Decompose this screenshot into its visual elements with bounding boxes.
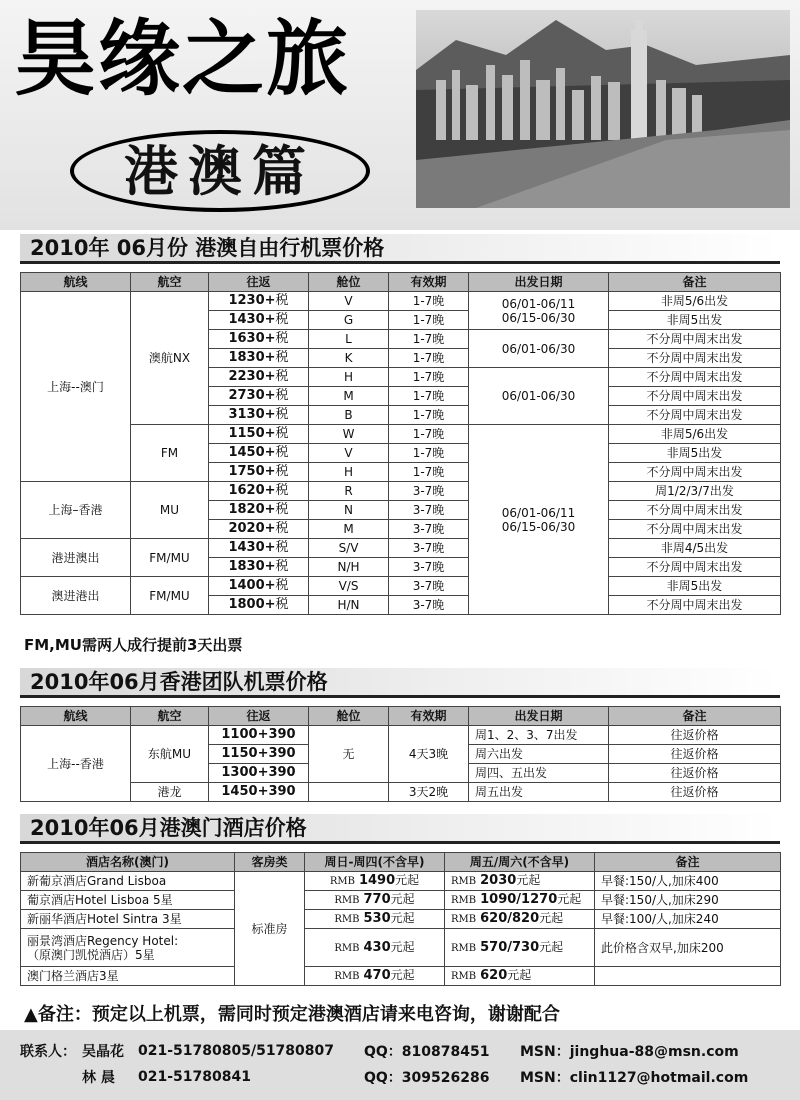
cabin-cell: N bbox=[309, 501, 389, 520]
subtitle-oval bbox=[70, 130, 370, 212]
weekend-price-cell: RMB 2030元起 bbox=[445, 872, 595, 891]
contact-msn: MSN：jinghua-88@msn.com bbox=[520, 1044, 739, 1060]
price-cell: 1830+税 bbox=[209, 558, 309, 577]
price-cell: 1150+税 bbox=[209, 425, 309, 444]
cabin-cell: K bbox=[309, 349, 389, 368]
validity-cell: 3-7晚 bbox=[389, 577, 469, 596]
table-row bbox=[21, 726, 781, 745]
booking-remark: ▲备注：预定以上机票，需同时预定港澳酒店请来电咨询，谢谢配合 bbox=[24, 1004, 560, 1025]
note-cell: 不分周中周末出发 bbox=[609, 368, 781, 387]
weekday-price-cell: RMB 430元起 bbox=[305, 929, 445, 967]
note-cell: 不分周中周末出发 bbox=[609, 520, 781, 539]
price-cell: 2730+税 bbox=[209, 387, 309, 406]
contact-phone: 021-51780841 bbox=[138, 1069, 251, 1085]
hotel-name-cell: 新丽华酒店Hotel Sintra 3星 bbox=[21, 910, 235, 929]
note-cell: 非周5/6出发 bbox=[609, 292, 781, 311]
price-cell: 1630+税 bbox=[209, 330, 309, 349]
ticket-footnote: FM,MU需两人成行提前3天出票 bbox=[24, 636, 243, 654]
hotel-name-cell: 丽景湾酒店Regency Hotel: （原澳门凯悦酒店）5星 bbox=[21, 929, 235, 967]
note-cell: 非周5/6出发 bbox=[609, 425, 781, 444]
cabin-cell: R bbox=[309, 482, 389, 501]
note-cell: 早餐:150/人,加床290 bbox=[595, 891, 781, 910]
validity-cell: 3-7晚 bbox=[389, 596, 469, 615]
weekday-price-cell: RMB 530元起 bbox=[305, 910, 445, 929]
note-cell: 不分周中周末出发 bbox=[609, 330, 781, 349]
validity-cell: 1-7晚 bbox=[389, 330, 469, 349]
contact-name: 吴晶花 bbox=[82, 1044, 124, 1060]
validity-cell: 3-7晚 bbox=[389, 539, 469, 558]
price-cell: 1430+税 bbox=[209, 311, 309, 330]
date-cell: 06/01-06/11 06/15-06/30 bbox=[469, 292, 609, 330]
note-cell: 往返价格 bbox=[609, 783, 781, 802]
price-cell: 3130+税 bbox=[209, 406, 309, 425]
hong-kong-skyline-photo bbox=[416, 10, 790, 208]
weekday-price-cell: RMB 1490元起 bbox=[305, 872, 445, 891]
weekend-price-cell: RMB 1090/1270元起 bbox=[445, 891, 595, 910]
note-cell: 非周4/5出发 bbox=[609, 539, 781, 558]
note-cell: 不分周中周末出发 bbox=[609, 558, 781, 577]
airline-cell: 澳航NX bbox=[131, 292, 209, 425]
contact-phone: 021-51780805/51780807 bbox=[138, 1043, 335, 1059]
col-validity: 有效期 bbox=[389, 273, 469, 292]
contact-msn: MSN：clin1127@hotmail.com bbox=[520, 1070, 749, 1086]
note-cell: 此价格含双早,加床200 bbox=[595, 929, 781, 967]
col-airline: 航空 bbox=[131, 707, 209, 726]
airline-cell: MU bbox=[131, 482, 209, 539]
room-type-cell: 标准房 bbox=[235, 872, 305, 986]
validity-cell: 3-7晚 bbox=[389, 520, 469, 539]
col-room-type: 客房类 bbox=[235, 853, 305, 872]
price-cell: 1450+税 bbox=[209, 444, 309, 463]
price-cell: 1450+390 bbox=[209, 783, 309, 802]
price-cell: 1150+390 bbox=[209, 745, 309, 764]
airline-cell: FM bbox=[131, 425, 209, 482]
col-hotel-name: 酒店名称(澳门) bbox=[21, 853, 235, 872]
cabin-cell: V bbox=[309, 444, 389, 463]
hotel-name-cell: 葡京酒店Hotel Lisboa 5星 bbox=[21, 891, 235, 910]
weekend-price-cell: RMB 620/820元起 bbox=[445, 910, 595, 929]
date-cell: 06/01-06/30 bbox=[469, 368, 609, 425]
price-cell: 1620+税 bbox=[209, 482, 309, 501]
col-route: 航线 bbox=[21, 707, 131, 726]
cabin-cell: H bbox=[309, 463, 389, 482]
price-cell: 1820+税 bbox=[209, 501, 309, 520]
contact-label: 联系人： bbox=[20, 1044, 76, 1060]
contact-qq: QQ：309526286 bbox=[364, 1070, 490, 1086]
note-cell: 周1/2/3/7出发 bbox=[609, 482, 781, 501]
validity-cell: 3-7晚 bbox=[389, 482, 469, 501]
note-cell: 早餐:100/人,加床240 bbox=[595, 910, 781, 929]
validity-cell: 1-7晚 bbox=[389, 292, 469, 311]
col-remarks: 备注 bbox=[609, 707, 781, 726]
price-cell: 2230+税 bbox=[209, 368, 309, 387]
cabin-cell: V bbox=[309, 292, 389, 311]
table-row bbox=[21, 292, 781, 311]
cabin-cell: B bbox=[309, 406, 389, 425]
airline-cell: FM/MU bbox=[131, 539, 209, 577]
note-cell: 往返价格 bbox=[609, 764, 781, 783]
note-cell: 不分周中周末出发 bbox=[609, 349, 781, 368]
col-validity: 有效期 bbox=[389, 707, 469, 726]
table-row bbox=[21, 577, 781, 596]
route-cell: 澳进港出 bbox=[21, 577, 131, 615]
note-cell bbox=[595, 967, 781, 986]
hotel-name-cell: 新葡京酒店Grand Lisboa bbox=[21, 872, 235, 891]
contact-row bbox=[20, 1064, 800, 1090]
price-cell: 2020+税 bbox=[209, 520, 309, 539]
col-route: 航线 bbox=[21, 273, 131, 292]
cabin-cell: N/H bbox=[309, 558, 389, 577]
cabin-cell: M bbox=[309, 520, 389, 539]
hotel-name-cell: 澳门格兰酒店3星 bbox=[21, 967, 235, 986]
validity-cell: 1-7晚 bbox=[389, 406, 469, 425]
validity-cell: 3-7晚 bbox=[389, 558, 469, 577]
validity-cell: 1-7晚 bbox=[389, 425, 469, 444]
col-roundtrip: 往返 bbox=[209, 273, 309, 292]
section-title-hotels: 2010年06月港澳门酒店价格 bbox=[20, 814, 780, 844]
note-cell: 不分周中周末出发 bbox=[609, 596, 781, 615]
weekend-price-cell: RMB 620元起 bbox=[445, 967, 595, 986]
table-header-row bbox=[21, 853, 781, 872]
date-cell: 06/01-06/11 06/15-06/30 bbox=[469, 425, 609, 615]
col-weekend-price: 周五/周六(不含早) bbox=[445, 853, 595, 872]
airline-cell: 东航MU bbox=[131, 726, 209, 783]
col-airline: 航空 bbox=[131, 273, 209, 292]
note-cell: 往返价格 bbox=[609, 745, 781, 764]
table-row bbox=[21, 425, 781, 444]
note-cell: 非周5出发 bbox=[609, 311, 781, 330]
price-cell: 1100+390 bbox=[209, 726, 309, 745]
weekend-price-cell: RMB 570/730元起 bbox=[445, 929, 595, 967]
note-cell: 不分周中周末出发 bbox=[609, 463, 781, 482]
note-cell: 早餐:150/人,加床400 bbox=[595, 872, 781, 891]
airline-cell: 港龙 bbox=[131, 783, 209, 802]
price-cell: 1400+税 bbox=[209, 577, 309, 596]
contact-row bbox=[20, 1038, 800, 1064]
validity-cell: 3天2晚 bbox=[389, 783, 469, 802]
cabin-cell: V/S bbox=[309, 577, 389, 596]
col-remarks: 备注 bbox=[609, 273, 781, 292]
validity-cell: 1-7晚 bbox=[389, 387, 469, 406]
price-cell: 1230+税 bbox=[209, 292, 309, 311]
route-cell: 港进澳出 bbox=[21, 539, 131, 577]
validity-cell: 1-7晚 bbox=[389, 311, 469, 330]
route-cell: 上海--澳门 bbox=[21, 292, 131, 482]
cabin-cell: 无 bbox=[309, 726, 389, 783]
table-row bbox=[21, 482, 781, 501]
date-cell: 周四、五出发 bbox=[469, 764, 609, 783]
contact-qq: QQ：810878451 bbox=[364, 1044, 490, 1060]
col-departure-date: 出发日期 bbox=[469, 273, 609, 292]
price-cell: 1430+税 bbox=[209, 539, 309, 558]
section-title-group-tickets: 2010年06月香港团队机票价格 bbox=[20, 668, 780, 698]
col-cabin: 舱位 bbox=[309, 273, 389, 292]
validity-cell: 1-7晚 bbox=[389, 368, 469, 387]
note-cell: 非周5出发 bbox=[609, 577, 781, 596]
table-row bbox=[21, 929, 781, 967]
brand-title: 昊缘之旅 bbox=[14, 11, 351, 107]
weekday-price-cell: RMB 770元起 bbox=[305, 891, 445, 910]
cabin-cell: G bbox=[309, 311, 389, 330]
table-row bbox=[21, 891, 781, 910]
contact-name: 林 晨 bbox=[82, 1070, 115, 1086]
price-cell: 1800+税 bbox=[209, 596, 309, 615]
validity-cell: 1-7晚 bbox=[389, 463, 469, 482]
cabin-cell bbox=[309, 783, 389, 802]
table-row bbox=[21, 783, 781, 802]
col-departure-date: 出发日期 bbox=[469, 707, 609, 726]
date-cell: 06/01-06/30 bbox=[469, 330, 609, 368]
date-cell: 周五出发 bbox=[469, 783, 609, 802]
table-header-row bbox=[21, 273, 781, 292]
route-cell: 上海–香港 bbox=[21, 482, 131, 539]
date-cell: 周1、2、3、7出发 bbox=[469, 726, 609, 745]
cabin-cell: L bbox=[309, 330, 389, 349]
col-weekday-price: 周日-周四(不含早) bbox=[305, 853, 445, 872]
ticket-price-table bbox=[20, 272, 781, 615]
brand-subtitle: 港澳篇 bbox=[124, 139, 316, 203]
cabin-cell: H/N bbox=[309, 596, 389, 615]
cabin-cell: M bbox=[309, 387, 389, 406]
header-banner bbox=[0, 0, 800, 230]
date-cell: 周六出发 bbox=[469, 745, 609, 764]
weekday-price-cell: RMB 470元起 bbox=[305, 967, 445, 986]
note-cell: 往返价格 bbox=[609, 726, 781, 745]
table-row bbox=[21, 910, 781, 929]
validity-cell: 3-7晚 bbox=[389, 501, 469, 520]
airline-cell: FM/MU bbox=[131, 577, 209, 615]
section-title-ticket-prices: 2010年 06月份 港澳自由行机票价格 bbox=[20, 234, 780, 264]
cabin-cell: H bbox=[309, 368, 389, 387]
table-row bbox=[21, 967, 781, 986]
table-row bbox=[21, 872, 781, 891]
table-row bbox=[21, 539, 781, 558]
cabin-cell: W bbox=[309, 425, 389, 444]
note-cell: 不分周中周末出发 bbox=[609, 501, 781, 520]
validity-cell: 1-7晚 bbox=[389, 444, 469, 463]
contact-footer bbox=[0, 1030, 800, 1100]
col-cabin: 舱位 bbox=[309, 707, 389, 726]
price-cell: 1830+税 bbox=[209, 349, 309, 368]
note-cell: 不分周中周末出发 bbox=[609, 387, 781, 406]
col-roundtrip: 往返 bbox=[209, 707, 309, 726]
note-cell: 不分周中周末出发 bbox=[609, 406, 781, 425]
validity-cell: 4天3晚 bbox=[389, 726, 469, 783]
note-cell: 非周5出发 bbox=[609, 444, 781, 463]
col-remarks: 备注 bbox=[595, 853, 781, 872]
table-header-row bbox=[21, 707, 781, 726]
price-cell: 1300+390 bbox=[209, 764, 309, 783]
group-ticket-table bbox=[20, 706, 781, 802]
hotel-price-table bbox=[20, 852, 781, 986]
price-cell: 1750+税 bbox=[209, 463, 309, 482]
validity-cell: 1-7晚 bbox=[389, 349, 469, 368]
cabin-cell: S/V bbox=[309, 539, 389, 558]
route-cell: 上海--香港 bbox=[21, 726, 131, 802]
